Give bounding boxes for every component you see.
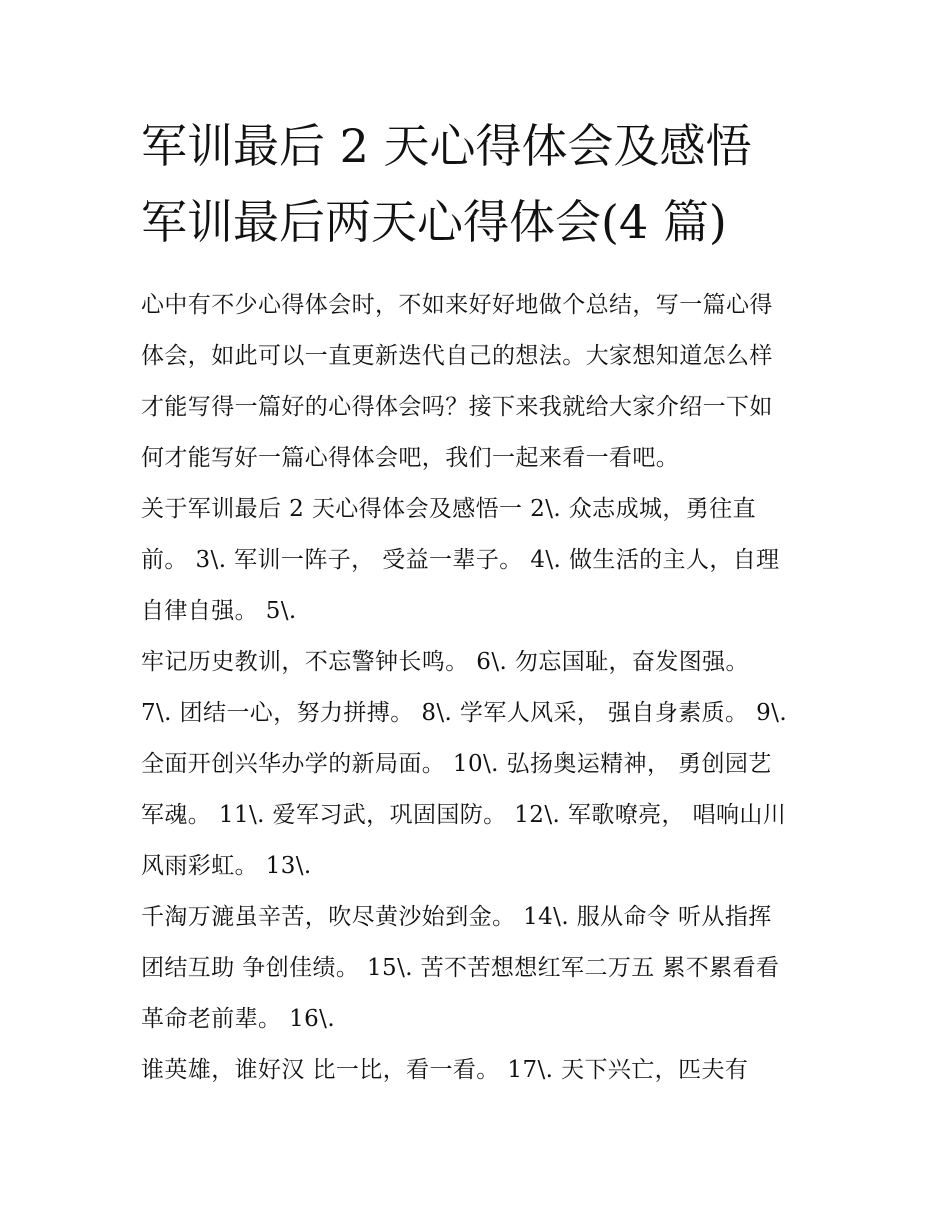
text-line: 革命老前辈。 16\. <box>141 1006 336 1032</box>
text-line: 才能写得一篇好的心得体会吗？接下来我就给大家介绍一下如 <box>141 394 773 420</box>
title-line: 军训最后 2 天心得体会及感悟 <box>141 119 752 173</box>
paragraph-slogans-1 <box>141 484 821 637</box>
title-line: 军训最后两天心得体会(4 篇) <box>141 195 727 249</box>
text-line: 谁英雄，谁好汉 比一比，看一看。 17\. 天下兴亡，匹夫有 <box>141 1057 749 1083</box>
text-line: 何才能写好一篇心得体会吧，我们一起来看一看吧。 <box>141 445 680 471</box>
text-line: 心中有不少心得体会时，不如来好好地做个总结，写一篇心得 <box>141 292 773 318</box>
text-line: 全面开创兴华办学的新局面。 10\. 弘扬奥运精神， 勇创园艺 <box>141 751 772 777</box>
text-line: 团结互助 争创佳绩。 15\. 苦不苦想想红军二万五 累不累看看 <box>141 955 780 981</box>
text-line: 千淘万漉虽辛苦，吹尽黄沙始到金。 14\. 服从命令 听从指挥 <box>141 904 772 930</box>
text-line: 牢记历史教训，不忘警钟长鸣。 6\. 勿忘国耻，奋发图强。 <box>141 649 749 675</box>
document-body <box>141 280 821 1096</box>
text-line: 关于军训最后 2 天心得体会及感悟一 2\. 众志成城，勇往直 <box>141 496 756 522</box>
text-line: 自律自强。 5\. <box>141 598 297 624</box>
paragraph-slogans-2 <box>141 637 821 892</box>
text-line: 体会，如此可以一直更新迭代自己的想法。大家想知道怎么样 <box>141 343 773 369</box>
text-line: 前。 3\. 军训一阵子， 受益一辈子。 4\. 做生活的主人，自理 <box>141 547 780 573</box>
paragraph-slogans-3 <box>141 892 821 1045</box>
text-line: 军魂。 11\. 爱军习武，巩固国防。 12\. 军歌嘹亮， 唱响山川 <box>141 802 787 828</box>
text-line: 7\. 团结一心，努力拼搏。 8\. 学军人风采， 强自身素质。 9\. <box>141 700 788 726</box>
text-line: 风雨彩虹。 13\. <box>141 853 312 879</box>
paragraph-intro <box>141 280 821 484</box>
document-page <box>141 108 821 1096</box>
paragraph-slogans-4 <box>141 1045 821 1096</box>
document-title <box>141 108 821 260</box>
